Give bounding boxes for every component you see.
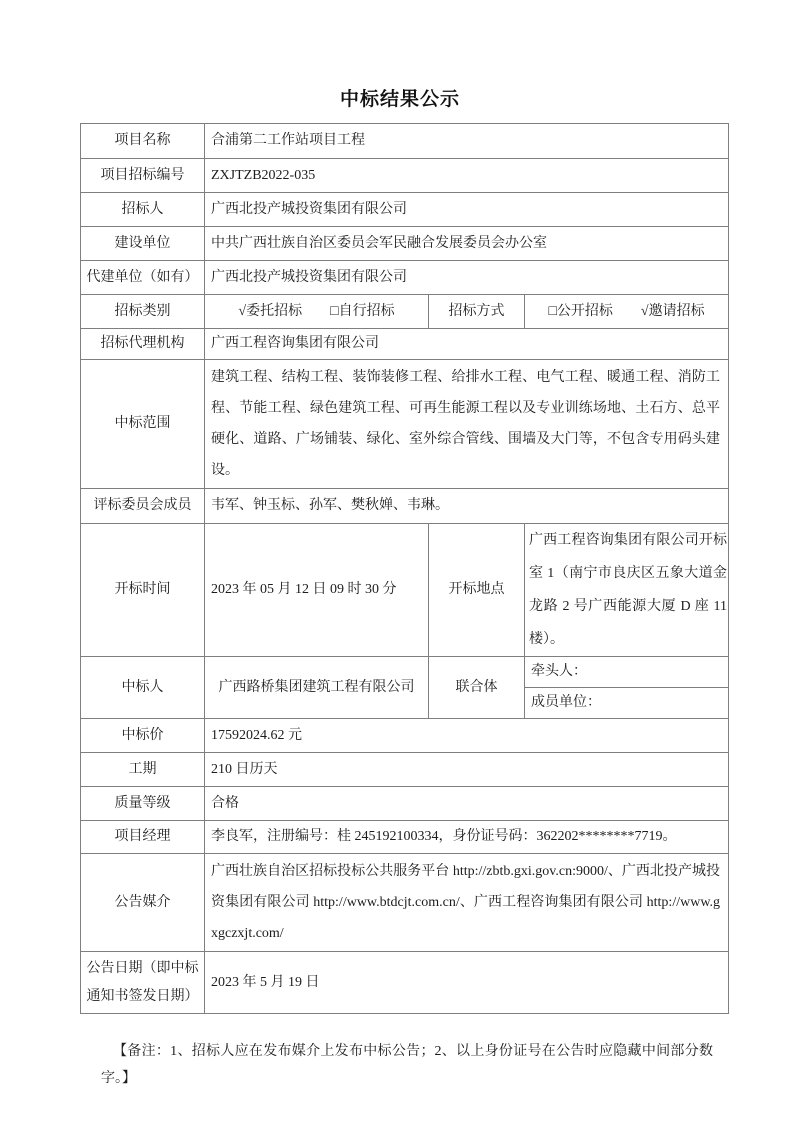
construction-unit-label: 建设单位	[81, 227, 205, 261]
row-winner	[81, 657, 729, 688]
bid-result-table	[80, 123, 729, 1014]
opening-place-value: 广西工程咨询集团有限公司开标室 1（南宁市良庆区五象大道金龙路 2 号广西能源大厦 D 座 11 楼）。	[525, 524, 729, 657]
tender-category-label: 招标类别	[81, 295, 205, 329]
agent-unit-value: 广西北投产城投资集团有限公司	[205, 261, 729, 295]
checkbox-open-tender-unchecked: □公开招标	[548, 303, 613, 319]
row-manager	[81, 821, 729, 854]
checkbox-self-tender-unchecked: □自行招标	[330, 303, 395, 319]
tender-method-options	[525, 295, 729, 329]
row-construction-unit	[81, 227, 729, 261]
opening-time-value: 2023 年 05 月 12 日 09 时 30 分	[205, 524, 429, 657]
committee-value: 韦军、钟玉标、孙军、樊秋婵、韦琳。	[205, 489, 729, 524]
row-committee	[81, 489, 729, 524]
duration-label: 工期	[81, 753, 205, 787]
row-project-name	[81, 124, 729, 159]
winner-label: 中标人	[81, 657, 205, 719]
announce-date-value: 2023 年 5 月 19 日	[205, 952, 729, 1014]
manager-label: 项目经理	[81, 821, 205, 854]
tenderer-label: 招标人	[81, 193, 205, 227]
quality-label: 质量等级	[81, 787, 205, 821]
announce-date-label: 公告日期（即中标通知书签发日期）	[81, 952, 205, 1014]
row-media	[81, 854, 729, 952]
row-agency	[81, 329, 729, 360]
price-label: 中标价	[81, 719, 205, 753]
media-label: 公告媒介	[81, 854, 205, 952]
row-price	[81, 719, 729, 753]
checkbox-invited-tender-checked: √邀请招标	[640, 303, 705, 319]
row-agent-unit	[81, 261, 729, 295]
agency-label: 招标代理机构	[81, 329, 205, 360]
tender-method-label: 招标方式	[429, 295, 525, 329]
duration-value: 210 日历天	[205, 753, 729, 787]
committee-label: 评标委员会成员	[81, 489, 205, 524]
row-quality	[81, 787, 729, 821]
winner-value: 广西路桥集团建筑工程有限公司	[205, 657, 429, 719]
manager-value: 李良军，注册编号：桂 245192100334，身份证号码：362202********7719。	[205, 821, 729, 854]
checkbox-entrusted-tender-checked: √委托招标	[238, 303, 303, 319]
tender-number-value: ZXJTZB2022-035	[205, 159, 729, 193]
tender-category-options	[205, 295, 429, 329]
row-duration	[81, 753, 729, 787]
agency-value: 广西工程咨询集团有限公司	[205, 329, 729, 360]
row-opening	[81, 524, 729, 657]
row-tenderer	[81, 193, 729, 227]
tenderer-value: 广西北投产城投资集团有限公司	[205, 193, 729, 227]
project-name-value: 合浦第二工作站项目工程	[205, 124, 729, 159]
scope-value: 建筑工程、结构工程、装饰装修工程、给排水工程、电气工程、暖通工程、消防工程、节能工程、绿色建筑工程、可再生能源工程以及专业训练场地、土石方、总平硬化、道路、广场铺装、绿化、室外综合管线、围墙及大门等，不包含专用码头建设。	[205, 360, 729, 489]
consortium-member-label: 成员单位：	[525, 688, 729, 719]
quality-value: 合格	[205, 787, 729, 821]
scope-label: 中标范围	[81, 360, 205, 489]
consortium-leader-label: 牵头人：	[525, 657, 729, 688]
row-scope	[81, 360, 729, 489]
project-name-label: 项目名称	[81, 124, 205, 159]
page-title: 中标结果公示	[339, 89, 460, 110]
construction-unit-value: 中共广西壮族自治区委员会军民融合发展委员会办公室	[205, 227, 729, 261]
row-tender-number	[81, 159, 729, 193]
price-value: 17592024.62 元	[205, 719, 729, 753]
tender-number-label: 项目招标编号	[81, 159, 205, 193]
consortium-label: 联合体	[429, 657, 525, 719]
opening-place-label: 开标地点	[429, 524, 525, 657]
remark-note: 【备注：1、招标人应在发布媒介上发布中标公告；2、以上身份证号在公告时应隐藏中间部分数字。】	[101, 1044, 713, 1086]
agent-unit-label: 代建单位（如有）	[81, 261, 205, 295]
opening-time-label: 开标时间	[81, 524, 205, 657]
row-tender-category	[81, 295, 729, 329]
row-announce-date	[81, 952, 729, 1014]
media-value: 广西壮族自治区招标投标公共服务平台 http://zbtb.gxi.gov.cn:9000/、广西北投产城投资集团有限公司 http://www.btdcjt.com.cn/、广西工程咨询集团有限公司 http://www.gxgczxjt.com/	[205, 854, 729, 952]
